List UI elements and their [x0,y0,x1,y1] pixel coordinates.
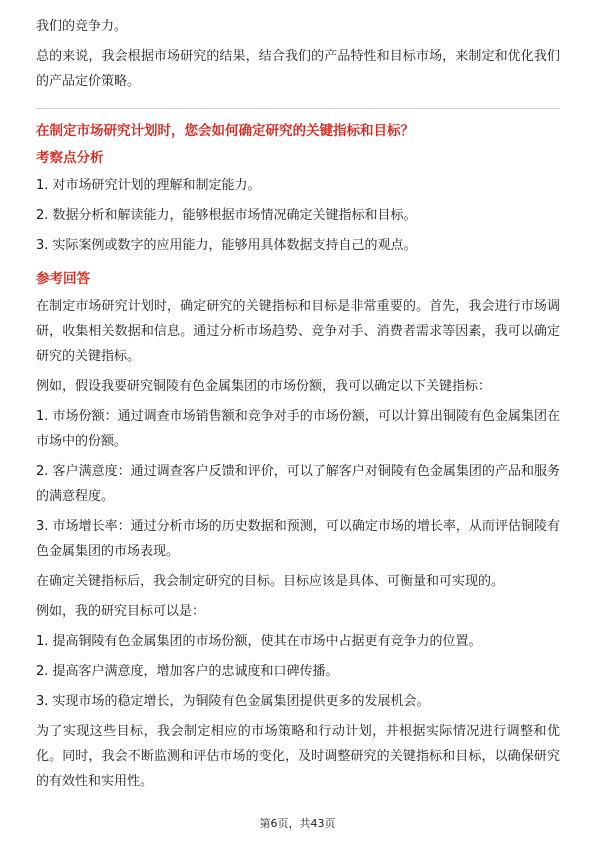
analysis-item-1: 1. 对市场研究计划的理解和制定能力。 [36,178,261,193]
answer-paragraph-2: 例如，假设我要研究铜陵有色金属集团的市场份额，我可以确定以下关键指标： [36,379,492,394]
answer-paragraph-7: 例如，我的研究目标可以是： [36,604,206,619]
answer-paragraph-5: 3. 市场增长率：通过分析市场的历史数据和预测，可以确定市场的增长率，从而评估铜陵有色金属集团的市场表现。 [36,519,560,559]
analysis-item-3: 3. 实际案例或数字的应用能力，能够用具体数据支持自己的观点。 [36,238,417,253]
answer-paragraph-6: 在确定关键指标后，我会制定研究的目标。目标应该是具体、可衡量和可实现的。 [36,574,505,589]
answer-paragraph-1: 在制定市场研究计划时，确定研究的关键指标和目标是非常重要的。首先，我会进行市场调研，收集相关数据和信息。通过分析市场趋势、竞争对手、消费者需求等因素，我可以确定研究的关键指标。 [36,299,560,364]
intro-paragraph-2: 总的来说，我会根据市场研究的结果，结合我们的产品特性和目标市场，来制定和优化我们的产品定价策略。 [36,49,560,89]
question-heading: 在制定市场研究计划时，您会如何确定研究的关键指标和目标？ [36,123,414,139]
intro-paragraph-1: 我们的竞争力。 [36,19,128,34]
answer-paragraph-10: 3. 实现市场的稳定增长，为铜陵有色金属集团提供更多的发展机会。 [36,694,430,709]
answer-paragraph-8: 1. 提高铜陵有色金属集团的市场份额，使其在市场中占据更有竞争力的位置。 [36,634,482,649]
answer-title: 参考回答 [36,271,90,287]
answer-paragraph-9: 2. 提高客户满意度，增加客户的忠诚度和口碑传播。 [36,664,339,679]
answer-paragraph-3: 1. 市场份额：通过调查市场销售额和竞争对手的市场份额，可以计算出铜陵有色金属集团在市场中的份额。 [36,409,560,449]
answer-paragraph-11: 为了实现这些目标，我会制定相应的市场策略和行动计划，并根据实际情况进行调整和优化。同时，我会不断监测和评估市场的变化，及时调整研究的关键指标和目标，以确保研究的有效性和实用性。 [36,724,560,789]
answer-paragraph-4: 2. 客户满意度：通过调查客户反馈和评价，可以了解客户对铜陵有色金属集团的产品和服务的满意程度。 [36,464,560,504]
analysis-item-2: 2. 数据分析和解读能力，能够根据市场情况确定关键指标和目标。 [36,208,417,223]
section-divider [36,108,560,109]
page-footer: 第6页，共43页 [259,817,336,830]
document-page [36,14,560,799]
analysis-title: 考察点分析 [36,150,104,166]
